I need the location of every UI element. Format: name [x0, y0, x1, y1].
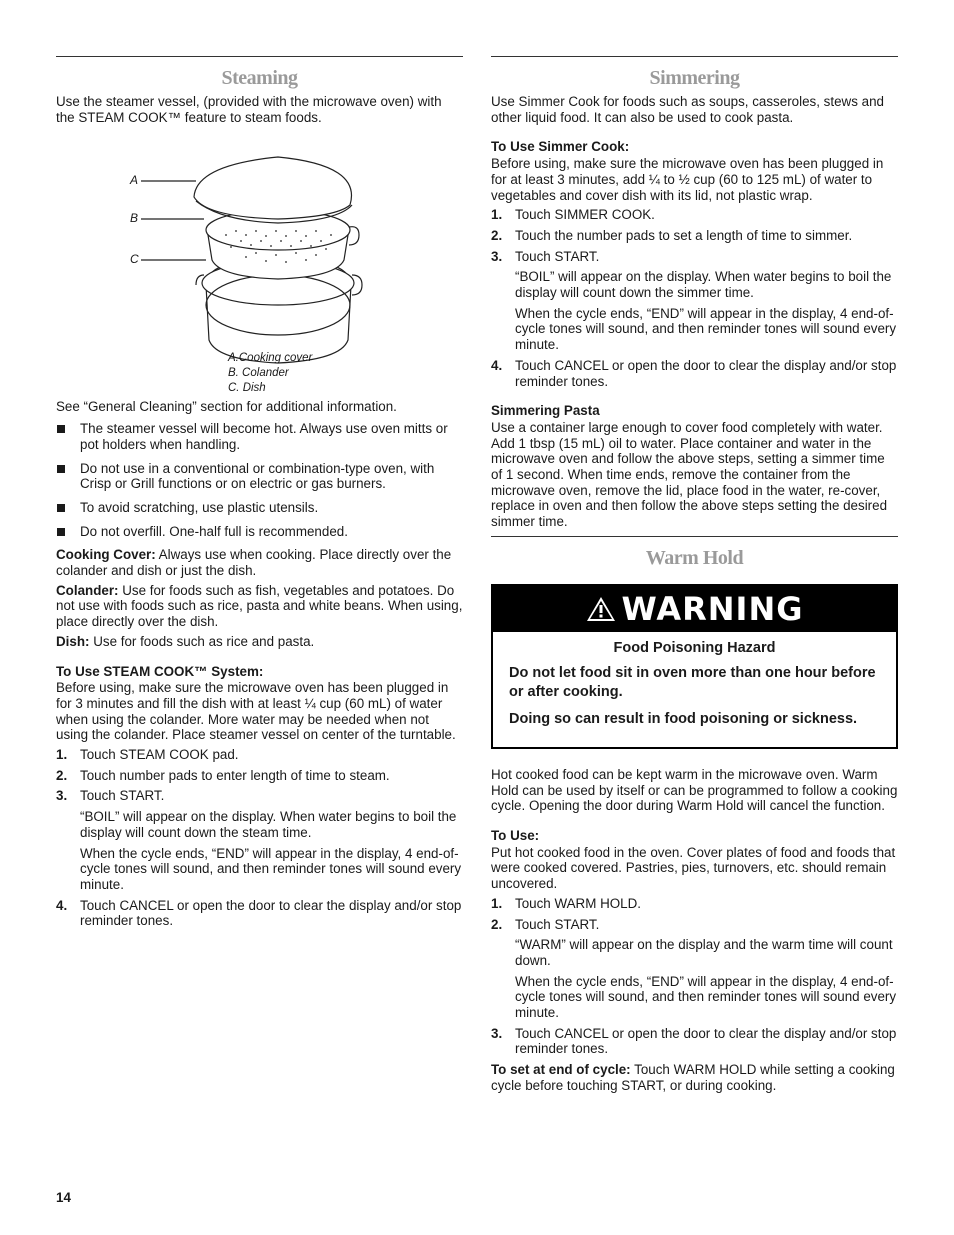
- colander-description: Colander: Use for foods such as fish, vegetables and potatoes. Do not use with foods such as rice, pasta and white beans. When using, place directly over the dish.: [56, 582, 463, 630]
- figure-legend: [228, 351, 312, 396]
- caution-list: [56, 421, 463, 539]
- section-divider: [491, 536, 898, 537]
- simmering-intro: Use Simmer Cook for foods such as soups, casseroles, stews and other liquid food. It can also be used to cook pasta.: [491, 94, 884, 125]
- step-item: 3. Touch START. “BOIL” will appear on the display. When water begins to boil the display will count down the steam time. When the cycle ends, “END” will appear in the display, 4 end-of-cycle tones will sound, and then reminder tones will sound every minute.: [56, 788, 462, 892]
- bullet-square-icon: [57, 465, 65, 473]
- list-item: Do not use in a conventional or combination-type oven, with Crisp or Grill functions or on electric or gas burners.: [56, 461, 463, 492]
- list-item: The steamer vessel will become hot. Always use oven mitts or pot holders when handling.: [56, 421, 463, 452]
- warm-hold-heading: Warm Hold: [645, 546, 744, 569]
- steaming-heading: Steaming: [221, 67, 298, 89]
- cooking-cover-description: Cooking Cover: Always use when cooking. Place directly over the colander and dish or just the dish.: [56, 547, 452, 579]
- to-use-text: Put hot cooked food in the oven. Cover plates of food and foods that were cooked covered. Pastries, pies, turnovers, etc. should remain uncovered.: [491, 844, 896, 892]
- step-item: 3. Touch CANCEL or open the door to clear the display and/or stop reminder tones.: [491, 1025, 897, 1057]
- simmer-cook-before: Before using, make sure the microwave oven has been plugged in for at least 3 minutes, add ¼ to ½ cup (60 to 125 mL) of water to vegetables and cover dish with its lid, not plastic wrap.: [491, 156, 884, 203]
- legend-cover: A.Cooking cover: [228, 352, 313, 365]
- warning-line-2: Doing so can result in food poisoning or sickness.: [509, 710, 858, 727]
- step-item: 1. Touch SIMMER COOK.: [491, 207, 655, 223]
- step-item: 2. Touch number pads to enter length of time to steam.: [56, 767, 390, 783]
- legend-dish: C. Dish: [228, 382, 266, 395]
- simmer-cook-subheading: To Use Simmer Cook:: [491, 139, 630, 155]
- list-item: To avoid scratching, use plastic utensils.: [56, 500, 463, 516]
- dish-description: Dish: Use for foods such as rice and pasta.: [56, 633, 315, 649]
- warm-hold-steps: [491, 896, 898, 1057]
- warning-box: [491, 584, 898, 749]
- warm-hold-intro: Hot cooked food can be kept warm in the microwave oven. Warm Hold can be used by itself or can be programmed to follow a cooking cycle. Opening the door during Warm Hold will cancel the function.: [491, 766, 898, 814]
- bullet-square-icon: [57, 528, 65, 536]
- simmer-cook-steps: [491, 207, 898, 389]
- warning-word: WARNING: [621, 589, 804, 628]
- end-of-cycle-text: To set at end of cycle: Touch WARM HOLD while setting a cooking cycle before touching START, or during cooking.: [491, 1062, 895, 1093]
- steam-cook-subheading: To Use STEAM COOK™ System:: [56, 663, 264, 679]
- step-item: 2. Touch START. “WARM” will appear on the display and the warm time will count down. When the cycle ends, “END” will appear in the display, 4 end-of-cycle tones will sound, and then reminder tones will sound every minute.: [491, 916, 897, 1021]
- section-divider: [56, 56, 463, 57]
- section-divider: [491, 56, 898, 57]
- bullet-square-icon: [57, 504, 65, 512]
- warning-hazard: Food Poisoning Hazard: [613, 639, 776, 656]
- simmering-heading: Simmering: [649, 67, 740, 89]
- step-item: 3. Touch START. “BOIL” will appear on the display. When water begins to boil the display will count down the simmer time. When the cycle ends, “END” will appear in the display, 4 end-of-cycle tones will sound, and then reminder tones will sound every minute.: [491, 248, 897, 353]
- page-number: 14: [56, 1190, 71, 1205]
- simmering-pasta-text: Use a container large enough to cover food completely with water. Add 1 tbsp (15 mL) oil to water. Place container and water in the microwave oven and follow the above steps, setting a simmer time of 1 second. When time ends, remove the container from the microwave oven, remove the lid, place food in the water, re-cover, replace in oven and then follow the above steps setting the desired simmer time.: [491, 419, 888, 530]
- simmering-pasta-subheading: Simmering Pasta: [491, 403, 600, 419]
- warning-line-1: Do not let food sit in oven more than one hour before or after cooking.: [509, 664, 876, 700]
- bullet-square-icon: [57, 425, 65, 433]
- steam-cook-steps: [56, 747, 463, 929]
- steaming-intro: Use the steamer vessel, (provided with the microwave oven) with the STEAM COOK™ feature to steam foods.: [56, 94, 442, 125]
- callout-a: A: [130, 173, 139, 188]
- to-use-subheading: To Use:: [491, 827, 540, 843]
- step-item: 1. Touch STEAM COOK pad.: [56, 747, 239, 763]
- warning-triangle-icon: [586, 595, 616, 623]
- callout-b: B: [130, 211, 139, 226]
- steam-cook-before: Before using, make sure the microwave oven has been plugged in for 3 minutes and fill the dish with at least ¼ cup (60 mL) of water when using the colander. More water may be needed when not using the colander. Place steamer vessel on center of the turntable.: [56, 680, 456, 743]
- list-item: Do not overfill. One-half full is recommended.: [56, 524, 463, 540]
- step-item: 4. Touch CANCEL or open the door to clear the display and/or stop reminder tones.: [491, 357, 897, 389]
- step-item: 2. Touch the number pads to set a length of time to simmer.: [491, 227, 853, 243]
- callout-c: C: [130, 252, 139, 267]
- right-column: [491, 56, 898, 1098]
- steamer-figure: [56, 135, 463, 393]
- left-column: [56, 56, 463, 934]
- step-item: 1. Touch WARM HOLD.: [491, 895, 641, 911]
- warning-body: [493, 632, 896, 747]
- step-item: 4. Touch CANCEL or open the door to clear the display and/or stop reminder tones.: [56, 897, 462, 929]
- warning-banner: [493, 586, 896, 632]
- legend-colander: B. Colander: [228, 367, 289, 380]
- see-cleaning-text: See “General Cleaning” section for additional information.: [56, 399, 397, 415]
